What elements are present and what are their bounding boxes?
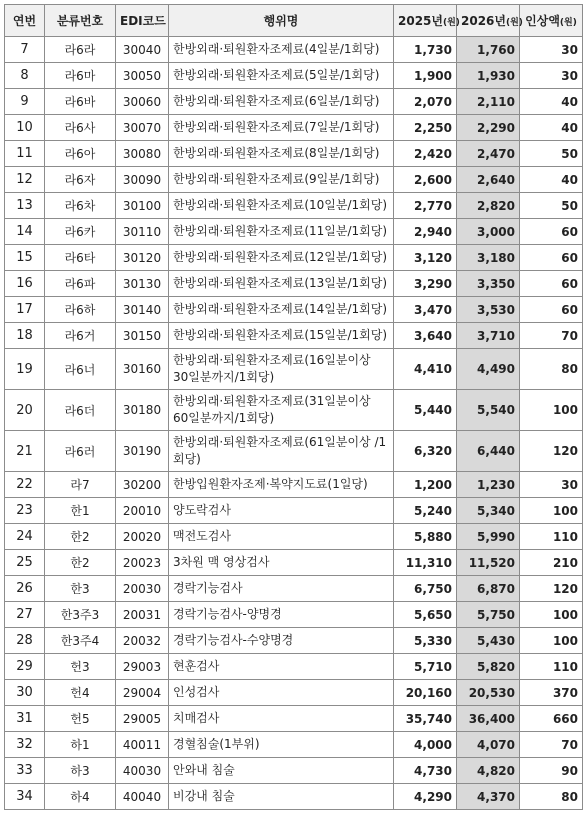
table-row [5, 784, 583, 810]
cell-2026-fee: 2,290 [457, 115, 520, 141]
table-row [5, 680, 583, 706]
cell-seq: 19 [5, 349, 45, 390]
cell-edi-code: 20031 [116, 602, 169, 628]
header-procedure-name: 행위명 [169, 5, 394, 37]
cell-seq: 12 [5, 167, 45, 193]
cell-procedure-name: 경혈침술(1부위) [169, 732, 394, 758]
cell-2026-fee: 1,230 [457, 472, 520, 498]
cell-2026-fee: 3,350 [457, 271, 520, 297]
cell-increase: 40 [520, 115, 583, 141]
cell-increase: 60 [520, 219, 583, 245]
cell-2026-fee: 2,820 [457, 193, 520, 219]
cell-increase: 210 [520, 550, 583, 576]
cell-2026-fee: 1,930 [457, 63, 520, 89]
cell-procedure-name: 양도락검사 [169, 498, 394, 524]
cell-procedure-name: 경락기능검사 [169, 576, 394, 602]
cell-edi-code: 20010 [116, 498, 169, 524]
cell-increase: 100 [520, 628, 583, 654]
cell-2026-fee: 36,400 [457, 706, 520, 732]
cell-seq: 10 [5, 115, 45, 141]
cell-increase: 110 [520, 654, 583, 680]
cell-category: 라6아 [45, 141, 116, 167]
cell-increase: 120 [520, 431, 583, 472]
cell-category: 라6타 [45, 245, 116, 271]
cell-edi-code: 30090 [116, 167, 169, 193]
cell-procedure-name: 치매검사 [169, 706, 394, 732]
cell-2025-fee: 3,120 [394, 245, 457, 271]
header-increase-unit: (원) [559, 18, 577, 28]
cell-seq: 26 [5, 576, 45, 602]
cell-edi-code: 40040 [116, 784, 169, 810]
cell-seq: 15 [5, 245, 45, 271]
cell-2025-fee: 4,290 [394, 784, 457, 810]
cell-seq: 21 [5, 431, 45, 472]
cell-seq: 8 [5, 63, 45, 89]
table-row [5, 349, 583, 390]
cell-seq: 30 [5, 680, 45, 706]
cell-procedure-name: 한방입원환자조제·복약지도료(1일당) [169, 472, 394, 498]
cell-edi-code: 30150 [116, 323, 169, 349]
cell-seq: 27 [5, 602, 45, 628]
cell-seq: 29 [5, 654, 45, 680]
cell-procedure-name: 한방외래·퇴원환자조제료(61일분이상 /1회당) [169, 431, 394, 472]
cell-procedure-name: 한방외래·퇴원환자조제료(7일분/1회당) [169, 115, 394, 141]
table-row [5, 654, 583, 680]
cell-procedure-name: 한방외래·퇴원환자조제료(4일분/1회당) [169, 37, 394, 63]
cell-procedure-name: 한방외래·퇴원환자조제료(13일분/1회당) [169, 271, 394, 297]
cell-increase: 80 [520, 349, 583, 390]
cell-2026-fee: 20,530 [457, 680, 520, 706]
table-row [5, 472, 583, 498]
cell-2025-fee: 11,310 [394, 550, 457, 576]
cell-seq: 7 [5, 37, 45, 63]
cell-2026-fee: 5,990 [457, 524, 520, 550]
cell-2026-fee: 5,820 [457, 654, 520, 680]
cell-procedure-name: 한방외래·퇴원환자조제료(5일분/1회당) [169, 63, 394, 89]
table-row [5, 431, 583, 472]
cell-2026-fee: 2,110 [457, 89, 520, 115]
cell-2026-fee: 4,820 [457, 758, 520, 784]
cell-seq: 16 [5, 271, 45, 297]
cell-procedure-name: 한방외래·퇴원환자조제료(8일분/1회당) [169, 141, 394, 167]
cell-category: 라6파 [45, 271, 116, 297]
cell-procedure-name: 한방외래·퇴원환자조제료(10일분/1회당) [169, 193, 394, 219]
cell-2026-fee: 5,430 [457, 628, 520, 654]
cell-increase: 660 [520, 706, 583, 732]
table-row [5, 498, 583, 524]
table-row [5, 219, 583, 245]
cell-category: 한3 [45, 576, 116, 602]
cell-2025-fee: 2,600 [394, 167, 457, 193]
cell-category: 라6마 [45, 63, 116, 89]
cell-2025-fee: 5,650 [394, 602, 457, 628]
header-2026-unit: (원) [506, 18, 523, 28]
table-row [5, 37, 583, 63]
cell-procedure-name: 인성검사 [169, 680, 394, 706]
cell-2025-fee: 5,440 [394, 390, 457, 431]
cell-seq: 25 [5, 550, 45, 576]
cell-increase: 80 [520, 784, 583, 810]
header-category: 분류번호 [45, 5, 116, 37]
table-row [5, 141, 583, 167]
cell-2025-fee: 1,200 [394, 472, 457, 498]
cell-edi-code: 20020 [116, 524, 169, 550]
cell-seq: 14 [5, 219, 45, 245]
cell-category: 라6거 [45, 323, 116, 349]
cell-2025-fee: 2,420 [394, 141, 457, 167]
cell-category: 라6사 [45, 115, 116, 141]
header-2025-label: 2025년 [398, 14, 443, 28]
cell-procedure-name: 경락기능검사-수양명경 [169, 628, 394, 654]
cell-increase: 50 [520, 141, 583, 167]
cell-category: 라6바 [45, 89, 116, 115]
cell-edi-code: 30110 [116, 219, 169, 245]
cell-increase: 30 [520, 37, 583, 63]
cell-increase: 40 [520, 167, 583, 193]
table-row [5, 89, 583, 115]
cell-category: 라6더 [45, 390, 116, 431]
cell-2026-fee: 6,870 [457, 576, 520, 602]
cell-2025-fee: 1,900 [394, 63, 457, 89]
cell-2025-fee: 2,940 [394, 219, 457, 245]
cell-increase: 40 [520, 89, 583, 115]
cell-procedure-name: 맥전도검사 [169, 524, 394, 550]
cell-2025-fee: 3,290 [394, 271, 457, 297]
cell-procedure-name: 한방외래·퇴원환자조제료(9일분/1회당) [169, 167, 394, 193]
cell-edi-code: 20030 [116, 576, 169, 602]
header-increase [520, 5, 583, 37]
cell-category: 한3주3 [45, 602, 116, 628]
cell-increase: 120 [520, 576, 583, 602]
header-edi-code: EDI코드 [116, 5, 169, 37]
cell-seq: 20 [5, 390, 45, 431]
table-row [5, 245, 583, 271]
cell-category: 라6라 [45, 37, 116, 63]
header-2026-label: 2026년 [461, 14, 506, 28]
cell-edi-code: 30190 [116, 431, 169, 472]
cell-2026-fee: 3,180 [457, 245, 520, 271]
cell-seq: 22 [5, 472, 45, 498]
header-2025 [394, 5, 460, 37]
cell-2026-fee: 5,750 [457, 602, 520, 628]
cell-seq: 11 [5, 141, 45, 167]
cell-edi-code: 30050 [116, 63, 169, 89]
cell-edi-code: 20023 [116, 550, 169, 576]
table-row [5, 63, 583, 89]
cell-2025-fee: 3,640 [394, 323, 457, 349]
cell-procedure-name: 비강내 침술 [169, 784, 394, 810]
cell-increase: 110 [520, 524, 583, 550]
cell-edi-code: 29003 [116, 654, 169, 680]
cell-edi-code: 30070 [116, 115, 169, 141]
table-row [5, 628, 583, 654]
fee-table [4, 4, 583, 810]
cell-edi-code: 30200 [116, 472, 169, 498]
cell-2026-fee: 4,370 [457, 784, 520, 810]
cell-category: 한1 [45, 498, 116, 524]
cell-increase: 30 [520, 63, 583, 89]
cell-category: 라6자 [45, 167, 116, 193]
cell-2026-fee: 11,520 [457, 550, 520, 576]
cell-procedure-name: 한방외래·퇴원환자조제료(14일분/1회당) [169, 297, 394, 323]
cell-procedure-name: 한방외래·퇴원환자조제료(31일분이상 60일분까지/1회당) [169, 390, 394, 431]
cell-2025-fee: 5,880 [394, 524, 457, 550]
cell-category: 헌3 [45, 654, 116, 680]
cell-2025-fee: 20,160 [394, 680, 457, 706]
cell-2026-fee: 6,440 [457, 431, 520, 472]
cell-edi-code: 30120 [116, 245, 169, 271]
table-row [5, 550, 583, 576]
table-row [5, 524, 583, 550]
cell-edi-code: 40011 [116, 732, 169, 758]
cell-procedure-name: 한방외래·퇴원환자조제료(12일분/1회당) [169, 245, 394, 271]
cell-2026-fee: 5,340 [457, 498, 520, 524]
cell-category: 헌5 [45, 706, 116, 732]
table-row [5, 758, 583, 784]
cell-increase: 30 [520, 472, 583, 498]
cell-2026-fee: 3,000 [457, 219, 520, 245]
cell-edi-code: 30180 [116, 390, 169, 431]
cell-2026-fee: 2,470 [457, 141, 520, 167]
cell-2026-fee: 1,760 [457, 37, 520, 63]
header-2026 [457, 5, 523, 37]
cell-seq: 28 [5, 628, 45, 654]
header-increase-label: 인상액 [525, 14, 560, 28]
cell-category: 라6러 [45, 431, 116, 472]
cell-category: 하3 [45, 758, 116, 784]
cell-2025-fee: 35,740 [394, 706, 457, 732]
table-row [5, 732, 583, 758]
cell-edi-code: 29004 [116, 680, 169, 706]
cell-edi-code: 30040 [116, 37, 169, 63]
cell-procedure-name: 경락기능검사-양명경 [169, 602, 394, 628]
cell-category: 한2 [45, 524, 116, 550]
cell-procedure-name: 3차원 맥 영상검사 [169, 550, 394, 576]
cell-seq: 18 [5, 323, 45, 349]
cell-2025-fee: 1,730 [394, 37, 457, 63]
cell-edi-code: 30100 [116, 193, 169, 219]
cell-edi-code: 30060 [116, 89, 169, 115]
cell-category: 라6차 [45, 193, 116, 219]
cell-edi-code: 30080 [116, 141, 169, 167]
cell-2025-fee: 4,000 [394, 732, 457, 758]
cell-edi-code: 40030 [116, 758, 169, 784]
cell-edi-code: 20032 [116, 628, 169, 654]
cell-category: 하4 [45, 784, 116, 810]
header-row [5, 5, 583, 37]
cell-seq: 17 [5, 297, 45, 323]
cell-seq: 31 [5, 706, 45, 732]
cell-2025-fee: 2,070 [394, 89, 457, 115]
cell-2025-fee: 5,710 [394, 654, 457, 680]
header-seq: 연번 [5, 5, 45, 37]
cell-seq: 24 [5, 524, 45, 550]
cell-seq: 34 [5, 784, 45, 810]
cell-2025-fee: 3,470 [394, 297, 457, 323]
cell-2026-fee: 2,640 [457, 167, 520, 193]
table-row [5, 115, 583, 141]
cell-increase: 60 [520, 271, 583, 297]
cell-procedure-name: 한방외래·퇴원환자조제료(11일분/1회당) [169, 219, 394, 245]
cell-increase: 100 [520, 602, 583, 628]
cell-category: 한2 [45, 550, 116, 576]
cell-increase: 60 [520, 245, 583, 271]
cell-category: 라6카 [45, 219, 116, 245]
cell-increase: 60 [520, 297, 583, 323]
cell-category: 헌4 [45, 680, 116, 706]
table-row [5, 602, 583, 628]
cell-edi-code: 30130 [116, 271, 169, 297]
table-row [5, 193, 583, 219]
cell-increase: 70 [520, 323, 583, 349]
cell-seq: 9 [5, 89, 45, 115]
table-row [5, 576, 583, 602]
table-row [5, 706, 583, 732]
cell-2026-fee: 3,710 [457, 323, 520, 349]
cell-increase: 70 [520, 732, 583, 758]
cell-seq: 13 [5, 193, 45, 219]
cell-procedure-name: 현훈검사 [169, 654, 394, 680]
cell-category: 하1 [45, 732, 116, 758]
table-row [5, 271, 583, 297]
table-row [5, 390, 583, 431]
cell-2025-fee: 2,770 [394, 193, 457, 219]
cell-increase: 50 [520, 193, 583, 219]
cell-edi-code: 30140 [116, 297, 169, 323]
cell-category: 라6하 [45, 297, 116, 323]
cell-category: 한3주4 [45, 628, 116, 654]
cell-procedure-name: 한방외래·퇴원환자조제료(15일분/1회당) [169, 323, 394, 349]
cell-seq: 23 [5, 498, 45, 524]
cell-edi-code: 30160 [116, 349, 169, 390]
cell-2025-fee: 6,320 [394, 431, 457, 472]
table-row [5, 297, 583, 323]
cell-procedure-name: 한방외래·퇴원환자조제료(6일분/1회당) [169, 89, 394, 115]
cell-procedure-name: 안와내 침술 [169, 758, 394, 784]
cell-2025-fee: 6,750 [394, 576, 457, 602]
cell-seq: 32 [5, 732, 45, 758]
cell-increase: 100 [520, 390, 583, 431]
cell-2025-fee: 4,410 [394, 349, 457, 390]
cell-2026-fee: 5,540 [457, 390, 520, 431]
cell-2025-fee: 5,240 [394, 498, 457, 524]
cell-procedure-name: 한방외래·퇴원환자조제료(16일분이상 30일분까지/1회당) [169, 349, 394, 390]
cell-increase: 370 [520, 680, 583, 706]
cell-category: 라7 [45, 472, 116, 498]
cell-2026-fee: 4,490 [457, 349, 520, 390]
cell-increase: 90 [520, 758, 583, 784]
header-2025-unit: (원) [443, 18, 460, 28]
cell-2026-fee: 4,070 [457, 732, 520, 758]
cell-category: 라6너 [45, 349, 116, 390]
table-row [5, 167, 583, 193]
cell-seq: 33 [5, 758, 45, 784]
cell-edi-code: 29005 [116, 706, 169, 732]
cell-2025-fee: 2,250 [394, 115, 457, 141]
cell-increase: 100 [520, 498, 583, 524]
table-row [5, 323, 583, 349]
cell-2025-fee: 5,330 [394, 628, 457, 654]
cell-2026-fee: 3,530 [457, 297, 520, 323]
cell-2025-fee: 4,730 [394, 758, 457, 784]
